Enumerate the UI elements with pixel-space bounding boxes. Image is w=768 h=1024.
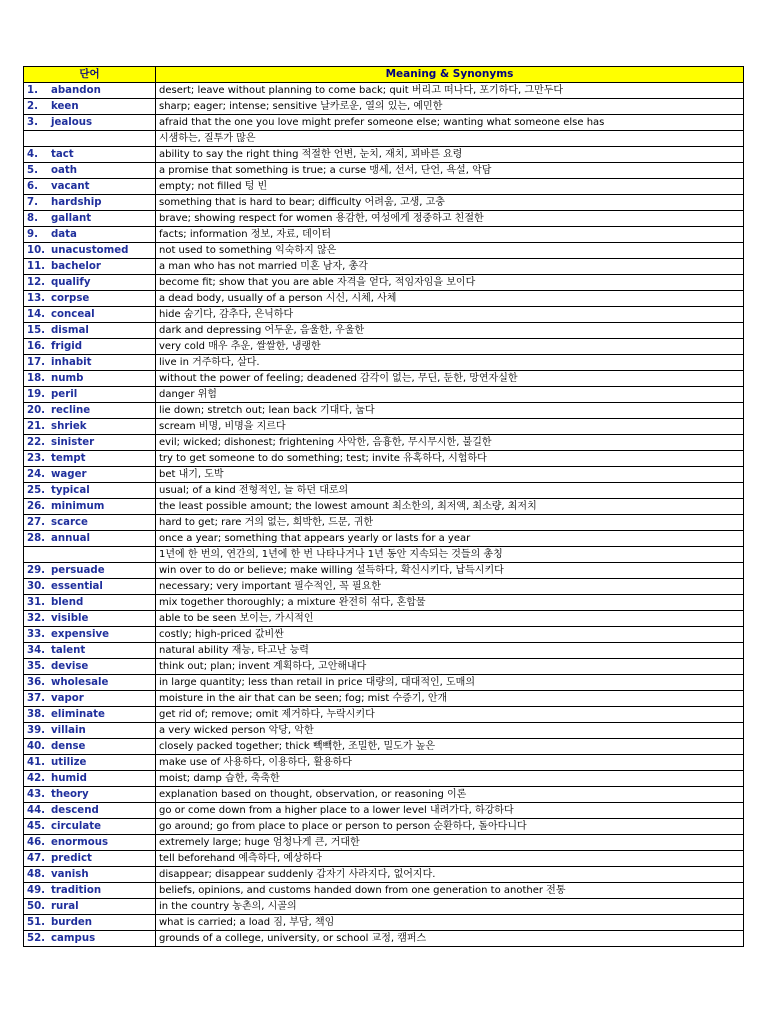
word-cell [24,355,156,371]
word-cell [24,563,156,579]
table-row [24,611,744,627]
word-cell [24,131,156,147]
word-text: descend [51,805,99,816]
meaning-cell: empty; not filled 텅 빈 [156,179,744,195]
word-cell [24,275,156,291]
word-cell [24,883,156,899]
meaning-cell: live in 거주하다, 살다. [156,355,744,371]
meaning-cell: ability to say the right thing 적절한 언변, 눈치, 재치, 꾀바른 요령 [156,147,744,163]
word-text: dense [51,741,86,752]
word-text: predict [51,853,92,864]
meaning-cell: get rid of; remove; omit 제거하다, 누락시키다 [156,707,744,723]
word-cell [24,803,156,819]
word-number: 34. [27,645,46,656]
table-row [24,371,744,387]
table-row [24,675,744,691]
meaning-cell: desert; leave without planning to come back; quit 버리고 떠나다, 포기하다, 그만두다 [156,83,744,99]
word-text: vacant [51,181,90,192]
word-text: blend [51,597,84,608]
word-number: 43. [27,789,46,800]
word-cell [24,691,156,707]
table-row [24,403,744,419]
word-cell [24,195,156,211]
word-number: 49. [27,885,46,896]
word-cell [24,387,156,403]
word-number: 21. [27,421,46,432]
word-number: 40. [27,741,46,752]
word-number: 16. [27,341,46,352]
meaning-cell: not used to something 익숙하지 않은 [156,243,744,259]
word-cell [24,659,156,675]
word-text: abandon [51,85,101,96]
word-text: devise [51,661,89,672]
word-number: 38. [27,709,46,720]
word-cell [24,707,156,723]
table-row [24,99,744,115]
word-text: talent [51,645,86,656]
word-text: circulate [51,821,101,832]
word-number: 46. [27,837,46,848]
meaning-cell: a very wicked person 악당, 악한 [156,723,744,739]
word-cell [24,675,156,691]
meaning-cell: danger 위험 [156,387,744,403]
meaning-cell: think out; plan; invent 계획하다, 고안해내다 [156,659,744,675]
word-number: 35. [27,661,46,672]
table-row [24,387,744,403]
meaning-cell: scream 비명, 비명을 지르다 [156,419,744,435]
word-cell [24,243,156,259]
word-text: eliminate [51,709,105,720]
header-row [24,67,744,83]
meaning-cell: lie down; stretch out; lean back 기대다, 눕다 [156,403,744,419]
meaning-cell: costly; high-priced 값비싼 [156,627,744,643]
table-row [24,851,744,867]
table-row [24,499,744,515]
word-number: 26. [27,501,46,512]
word-text: numb [51,373,84,384]
meaning-cell: closely packed together; thick 빽빽한, 조밀한, 밀도가 높은 [156,739,744,755]
table-row [24,515,744,531]
table-row [24,115,744,131]
meaning-cell: explanation based on thought, observation, or reasoning 이론 [156,787,744,803]
table-row [24,707,744,723]
word-number: 12. [27,277,46,288]
word-number: 27. [27,517,46,528]
word-cell [24,579,156,595]
table-row [24,227,744,243]
word-text: tempt [51,453,86,464]
header-word: 단어 [24,67,156,83]
meaning-cell: become fit; show that you are able 자격을 얻다, 적임자임을 보이다 [156,275,744,291]
word-cell [24,915,156,931]
word-number: 25. [27,485,46,496]
word-cell [24,371,156,387]
header-meaning: Meaning & Synonyms [156,67,744,83]
word-cell [24,115,156,131]
table-row [24,819,744,835]
word-number: 15. [27,325,46,336]
word-number: 36. [27,677,46,688]
word-number: 9. [27,229,38,240]
word-number: 41. [27,757,46,768]
word-cell [24,339,156,355]
word-text: scarce [51,517,88,528]
table-row [24,211,744,227]
table-row [24,435,744,451]
table-row [24,259,744,275]
meaning-cell: moisture in the air that can be seen; fog; mist 수증기, 안개 [156,691,744,707]
table-row [24,291,744,307]
word-number: 45. [27,821,46,832]
meaning-cell: once a year; something that appears yearly or lasts for a year [156,531,744,547]
word-cell [24,179,156,195]
word-text: visible [51,613,89,624]
table-row [24,483,744,499]
word-cell [24,499,156,515]
word-cell [24,435,156,451]
table-row [24,739,744,755]
word-number: 5. [27,165,38,176]
word-number: 3. [27,117,38,128]
word-text: essential [51,581,103,592]
meaning-cell: try to get someone to do something; test; invite 유혹하다, 시험하다 [156,451,744,467]
word-text: annual [51,533,90,544]
meaning-cell: beliefs, opinions, and customs handed down from one generation to another 전통 [156,883,744,899]
word-text: shriek [51,421,87,432]
table-row [24,147,744,163]
word-cell [24,467,156,483]
word-number: 37. [27,693,46,704]
word-cell [24,419,156,435]
meaning-cell: facts; information 정보, 자료, 데이터 [156,227,744,243]
word-text: peril [51,389,78,400]
word-cell [24,771,156,787]
word-text: sinister [51,437,95,448]
table-row [24,771,744,787]
table-row [24,867,744,883]
word-text: vapor [51,693,84,704]
table-row [24,659,744,675]
word-text: dismal [51,325,89,336]
word-number: 23. [27,453,46,464]
word-number: 30. [27,581,46,592]
word-cell [24,227,156,243]
table-row [24,163,744,179]
meaning-cell: 1년에 한 번의, 연간의, 1년에 한 번 나타나거나 1년 동안 지속되는 것들의 총칭 [156,547,744,563]
meaning-cell: 시샘하는, 질투가 많은 [156,131,744,147]
word-text: humid [51,773,87,784]
meaning-cell: what is carried; a load 짐, 부담, 책임 [156,915,744,931]
meaning-cell: brave; showing respect for women 용감한, 여성에게 정중하고 친절한 [156,211,744,227]
word-text: wholesale [51,677,109,688]
word-cell [24,739,156,755]
word-number: 8. [27,213,38,224]
word-number: 28. [27,533,46,544]
table-row [24,787,744,803]
word-text: frigid [51,341,83,352]
word-number: 6. [27,181,38,192]
table-row [24,419,744,435]
word-number: 24. [27,469,46,480]
word-number: 31. [27,597,46,608]
table-row [24,803,744,819]
meaning-cell: a man who has not married 미혼 남자, 총각 [156,259,744,275]
word-number: 18. [27,373,46,384]
word-cell [24,307,156,323]
word-text: hardship [51,197,102,208]
meaning-cell: very cold 매우 추운, 쌀쌀한, 냉랭한 [156,339,744,355]
table-row [24,643,744,659]
meaning-cell: hide 숨기다, 감추다, 은닉하다 [156,307,744,323]
meaning-cell: hard to get; rare 거의 없는, 희박한, 드문, 귀한 [156,515,744,531]
meaning-cell: go around; go from place to place or person to person 순환하다, 돌아다니다 [156,819,744,835]
word-cell [24,403,156,419]
word-number: 42. [27,773,46,784]
word-cell [24,483,156,499]
word-text: gallant [51,213,92,224]
word-text: recline [51,405,91,416]
word-text: oath [51,165,77,176]
table-row [24,883,744,899]
word-cell [24,867,156,883]
meaning-cell: sharp; eager; intense; sensitive 날카로운, 열의 있는, 예민한 [156,99,744,115]
meaning-cell: afraid that the one you love might prefer someone else; wanting what someone else has [156,115,744,131]
word-text: campus [51,933,96,944]
table-row [24,563,744,579]
meaning-cell: in the country 농촌의, 시골의 [156,899,744,915]
word-number: 1. [27,85,38,96]
word-cell [24,531,156,547]
word-text: jealous [51,117,93,128]
word-cell [24,163,156,179]
word-text: persuade [51,565,105,576]
word-cell [24,83,156,99]
word-cell [24,899,156,915]
word-cell [24,835,156,851]
meaning-cell: in large quantity; less than retail in price 대량의, 대대적인, 도매의 [156,675,744,691]
table-row [24,723,744,739]
word-number: 33. [27,629,46,640]
word-number: 32. [27,613,46,624]
word-number: 17. [27,357,46,368]
word-text: burden [51,917,93,928]
word-cell [24,819,156,835]
table-row [24,307,744,323]
meaning-cell: usual; of a kind 전형적인, 늘 하던 대로의 [156,483,744,499]
word-text: minimum [51,501,105,512]
meaning-cell: disappear; disappear suddenly 갑자기 사라지다, 없어지다. [156,867,744,883]
word-text: utilize [51,757,87,768]
table-row [24,915,744,931]
word-text: wager [51,469,87,480]
word-number: 50. [27,901,46,912]
table-row [24,627,744,643]
word-text: theory [51,789,89,800]
meaning-cell: a promise that something is true; a curse 맹세, 선서, 단언, 욕설, 악담 [156,163,744,179]
table-row [24,931,744,947]
meaning-cell: moist; damp 습한, 축축한 [156,771,744,787]
table-row [24,595,744,611]
table-row [24,179,744,195]
word-number: 2. [27,101,38,112]
word-text: villain [51,725,86,736]
table-row [24,531,744,547]
word-cell [24,99,156,115]
word-text: corpse [51,293,90,304]
word-text: vanish [51,869,89,880]
word-cell [24,627,156,643]
meaning-cell: make use of 사용하다, 이용하다, 활용하다 [156,755,744,771]
word-number: 39. [27,725,46,736]
word-cell [24,323,156,339]
table-row [24,275,744,291]
meaning-cell: mix together thoroughly; a mixture 완전히 섞다, 혼합물 [156,595,744,611]
table-row [24,323,744,339]
table-row [24,355,744,371]
word-text: rural [51,901,79,912]
word-number: 29. [27,565,46,576]
meaning-cell: extremely large; huge 엄청나게 큰, 거대한 [156,835,744,851]
vocabulary-table [23,66,744,947]
word-text: inhabit [51,357,92,368]
word-cell [24,291,156,307]
word-text: tact [51,149,74,160]
meaning-cell: without the power of feeling; deadened 감각이 없는, 무딘, 둔한, 망연자실한 [156,371,744,387]
word-cell [24,723,156,739]
meaning-cell: something that is hard to bear; difficulty 어려움, 고생, 고충 [156,195,744,211]
word-text: tradition [51,885,102,896]
table-row [24,451,744,467]
word-cell [24,211,156,227]
table-row [24,243,744,259]
word-cell [24,547,156,563]
meaning-cell: necessary; very important 필수적인, 꼭 필요한 [156,579,744,595]
table-row [24,195,744,211]
table-row [24,339,744,355]
table-row [24,691,744,707]
word-cell [24,787,156,803]
word-cell [24,611,156,627]
table-row [24,467,744,483]
table-row [24,579,744,595]
table-row [24,83,744,99]
meaning-cell: bet 내기, 도박 [156,467,744,483]
meaning-cell: tell beforehand 예측하다, 예상하다 [156,851,744,867]
word-text: keen [51,101,79,112]
word-number: 22. [27,437,46,448]
meaning-cell: a dead body, usually of a person 시신, 시체, 사체 [156,291,744,307]
meaning-cell: dark and depressing 어두운, 음울한, 우울한 [156,323,744,339]
table-row [24,899,744,915]
word-cell [24,931,156,947]
meaning-cell: natural ability 재능, 타고난 능력 [156,643,744,659]
word-cell [24,147,156,163]
word-text: typical [51,485,90,496]
word-number: 52. [27,933,46,944]
word-number: 19. [27,389,46,400]
table-row [24,131,744,147]
word-number: 20. [27,405,46,416]
meaning-cell: go or come down from a higher place to a lower level 내려가다, 하강하다 [156,803,744,819]
word-cell [24,643,156,659]
word-number: 51. [27,917,46,928]
word-cell [24,595,156,611]
word-text: qualify [51,277,91,288]
word-number: 44. [27,805,46,816]
meaning-cell: able to be seen 보이는, 가시적인 [156,611,744,627]
meaning-cell: the least possible amount; the lowest amount 최소한의, 최저액, 최소량, 최저치 [156,499,744,515]
word-text: conceal [51,309,95,320]
word-number: 7. [27,197,38,208]
word-text: enormous [51,837,109,848]
meaning-cell: evil; wicked; dishonest; frightening 사악한, 음흉한, 무시무시한, 불길한 [156,435,744,451]
word-number: 48. [27,869,46,880]
word-number: 10. [27,245,46,256]
word-cell [24,515,156,531]
word-text: bachelor [51,261,101,272]
meaning-cell: grounds of a college, university, or school 교정, 캠퍼스 [156,931,744,947]
word-number: 13. [27,293,46,304]
word-cell [24,851,156,867]
word-cell [24,755,156,771]
word-number: 47. [27,853,46,864]
word-number: 11. [27,261,46,272]
table-row [24,755,744,771]
word-text: unacustomed [51,245,129,256]
word-number: 4. [27,149,38,160]
word-cell [24,451,156,467]
word-text: expensive [51,629,110,640]
word-cell [24,259,156,275]
meaning-cell: win over to do or believe; make willing 설득하다, 확신시키다, 납득시키다 [156,563,744,579]
word-number: 14. [27,309,46,320]
table-row [24,547,744,563]
word-text: data [51,229,77,240]
table-row [24,835,744,851]
